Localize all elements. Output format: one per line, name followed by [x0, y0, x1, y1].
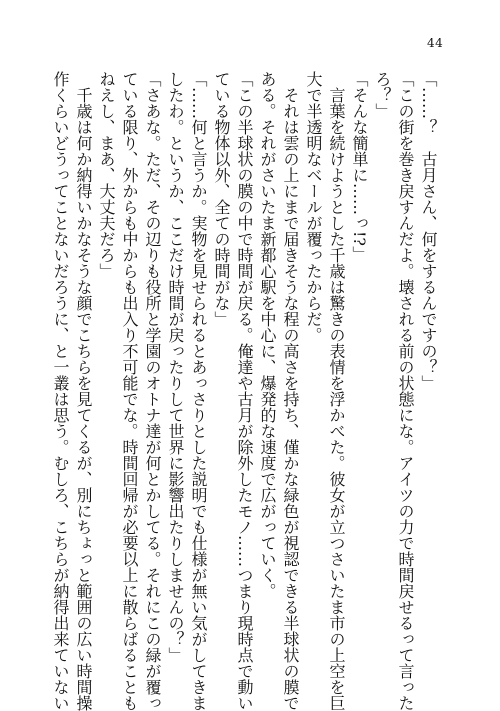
text-line: ある。それがさいたま新都心駅を中心に、爆発的な速度で広がっていく。: [258, 71, 277, 599]
text-line: 「この街を巻き戻すんだよ。壊される前の状態にな。アイツの力で時間戻せるって言った: [396, 71, 415, 711]
text-line: 「そんな簡単に……っ!?」: [350, 71, 369, 263]
text-line: 言葉を続けようとした千歳は驚きの表情を浮かべた。彼女が立つさいたま市の上空を巨: [327, 71, 346, 711]
text-line: 「……何と言うか。実物を見せられるとあっさりとした説明でも仕様が無い気がしてきま: [189, 71, 208, 711]
vertical-text-body: [51, 71, 440, 711]
text-line: 作くらいどうってことないだろうに、と一叢は思う。むしろ、こちらが納得出来ていない: [51, 71, 70, 711]
text-line: ている限り、外からも中からも出入り不可能でな。時間回帰が必要以上に散らばることも: [120, 71, 139, 711]
text-line: ている物体以外、全ての時間がな」: [212, 71, 231, 327]
page-number: 44: [427, 36, 444, 50]
text-line: 千歳は何か納得いかなそうな顔でこちらを見てくるが、別にちょっと範囲の広い時間操: [74, 71, 93, 711]
text-line: 「この半球状の膜の中で時間が戻る。俺達や古月が除外したモノ……つまり現時点で動い: [235, 71, 254, 711]
text-line: 大で半透明なベールが覆ったからだ。: [304, 71, 323, 343]
text-line: ろ？」: [373, 71, 392, 119]
text-line: 「……？ 古月さん、何をするんですの？」: [419, 71, 438, 391]
text-line: したわ。というか、ここだけ時間が戻ったりして世界に影響出たりしませんの？」: [166, 71, 185, 663]
text-line: それは雲の上にまで届きそうな程の高さを持ち、僅かな緑色が視認できる半球状の膜で: [281, 71, 300, 711]
text-line: 「さあな。ただ、その辺りも役所と学園のオトナ達が何とかしてる。それにこの緑が覆っ: [143, 71, 162, 711]
text-line: ねえし、まあ、大丈夫だろ」: [97, 71, 116, 279]
